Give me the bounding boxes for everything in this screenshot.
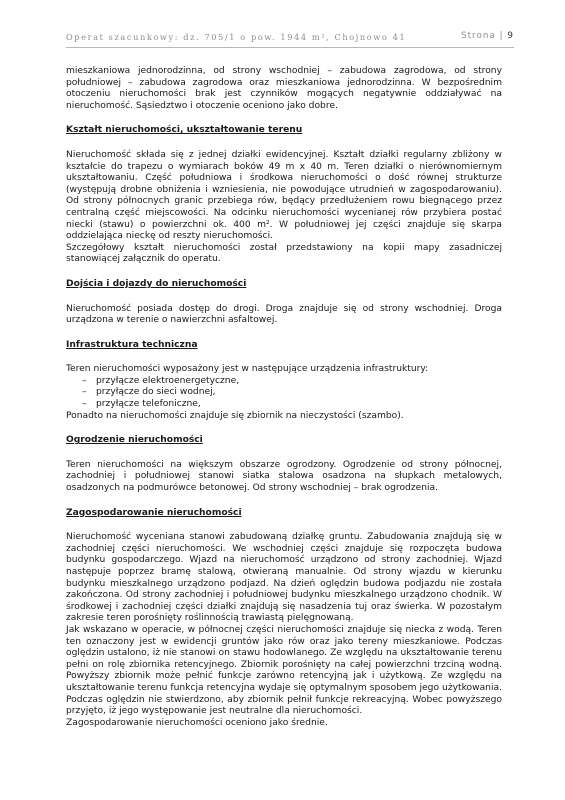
header-page-indicator	[461, 31, 514, 41]
shape-heading: Kształt nieruchomości, ukształtowanie terenu	[66, 125, 303, 136]
infrastructure-outro: Ponadto na nieruchomości znajduje się zbiornik na nieczystości (szambo).	[66, 410, 404, 421]
page-header	[66, 31, 514, 48]
page-label: Strona	[461, 31, 496, 41]
list-item-text: przyłącze elektroenergetyczne,	[96, 375, 240, 386]
intro-paragraph: mieszkaniowa jednorodzinna, od strony wschodniej – zabudowa zagrodowa, od strony południowej – zabudowa zagrodowa oraz mieszkaniowa jednorodzinna. W bezpośrednim otoczeniu nieruchomości brak jest czynników mogących negatywnie oddziaływać na nieruchomość. Sąsiedztwo i otoczenie oceniono jako dobre.	[66, 66, 502, 111]
list-item-text: przyłącze do sieci wodnej,	[96, 387, 216, 398]
list-dash: –	[82, 387, 87, 398]
document-body	[66, 66, 502, 729]
development-paragraph-3: Zagospodarowanie nieruchomości oceniono jako średnie.	[66, 717, 328, 728]
fencing-paragraph: Teren nieruchomości na większym obszarze ogrodzony. Ogrodzenie od strony północnej, zachodniej i południowej stanowi siatka stalowa osadzona na słupkach metalowych, osadzonych na podmurówce betonowej. Od strony wschodniej – brak ogrodzenia.	[66, 459, 502, 494]
list-dash: –	[82, 375, 87, 386]
shape-paragraph-1: Nieruchomość składa się z jednej działki ewidencyjnej. Kształt działki regularny zbliżony w kształcie do trapezu o wymiarach boków 49 m x 40 m. Teren działki o nierównomiernym ukształtowaniu. Część południowa i środkowa nieruchomości o dość równej strukturze (występują drobne obniżenia i wzniesienia, nie powodujące utrudnień w zagospodarowaniu). Od strony północnych granic przebiega rów, będący przedłużeniem rowu biegnącego przez centralną część miejscowości. Na odcinku nieruchomości wycenianej rów przybiera postać niecki (stawu) o powierzchni ok. 400 m². W południowej jej części znajduje się skarpa oddzielająca nieckę od reszty nieruchomości.	[66, 149, 502, 242]
fencing-heading: Ogrodzenie nieruchomości	[66, 435, 203, 446]
list-dash: –	[82, 399, 87, 410]
development-paragraph-1: Nieruchomość wyceniana stanowi zabudowaną działkę gruntu. Zabudowania znajdują się w zachodniej części nieruchomości. We wschodniej części znajduje się rozpoczęta budowa budynku gospodarczego. Wjazd na nieruchomość urządzono od strony zachodniej. Wjazd następuje poprzez bramę stalową, otwieraną manualnie. Od strony wjazdu w kierunku budynku mieszkalnego urządzono podjazd. Na dzień oględzin budowa podjazdu nie została zakończona. Od strony zachodniej i południowej budynku mieszkalnego urządzono chodnik. W środkowej i zachodniej części działki znajdują się nasadzenia tuj oraz świerka. W pozostałym zakresie teren porośnięty roślinnością trawiastą pielęgnowaną.	[66, 532, 502, 624]
header-title: Operat szacunkowy: dz. 705/1 o pow. 1944 m², Chojnowo 41	[66, 32, 407, 42]
list-item	[82, 376, 502, 388]
page-separator: |	[499, 31, 504, 41]
development-paragraph-2: Jak wskazano w operacie, w północnej części nieruchomości znajduje się niecka z wodą. Teren ten oznaczony jest w ewidencji gruntów jako rów oraz jako tereny mieszkaniowe. Podczas oględzin ustalono, iż nie stanowi on stawu hodowlanego. Ze względu na ukształtowanie terenu pełni on rolę zbiornika retencyjnego. Zbiornik porośnięty na całej powierzchni trzciną wodną. Powyższy zbiornik może pełnić funkcje zarówno retencyjną jak i użytkową. Ze względu na ukształtowanie terenu funkcja retencyjna wydaje się optymalnym sposobem jego użytkowania. Podczas oględzin nie stwierdzono, aby zbiornik pełnił funkcje rekreacyjną. Wobec powyższego przyjęto, iż jego występowanie jest neutralne dla nieruchomości.	[66, 624, 502, 717]
access-paragraph: Nieruchomość posiada dostęp do drogi. Droga znajduje się od strony wschodniej. Droga urządzona w terenie o nawierzchni asfaltowej.	[66, 303, 502, 326]
page-number: 9	[507, 31, 514, 41]
list-item-text: przyłącze telefoniczne,	[96, 399, 201, 410]
list-item	[82, 399, 502, 411]
shape-paragraph-2: Szczegółowy kształt nieruchomości został przedstawiony na kopii mapy zasadniczej stanowiącej załącznik do operatu.	[66, 242, 502, 265]
access-heading: Dojścia i dojazdy do nieruchomości	[66, 278, 247, 289]
infrastructure-heading: Infrastruktura techniczna	[66, 339, 198, 350]
list-item	[82, 387, 502, 399]
infrastructure-list	[66, 376, 502, 411]
development-heading: Zagospodarowanie nieruchomości	[66, 507, 242, 518]
infrastructure-intro: Teren nieruchomości wyposażony jest w następujące urządzenia infrastruktury:	[66, 364, 429, 375]
